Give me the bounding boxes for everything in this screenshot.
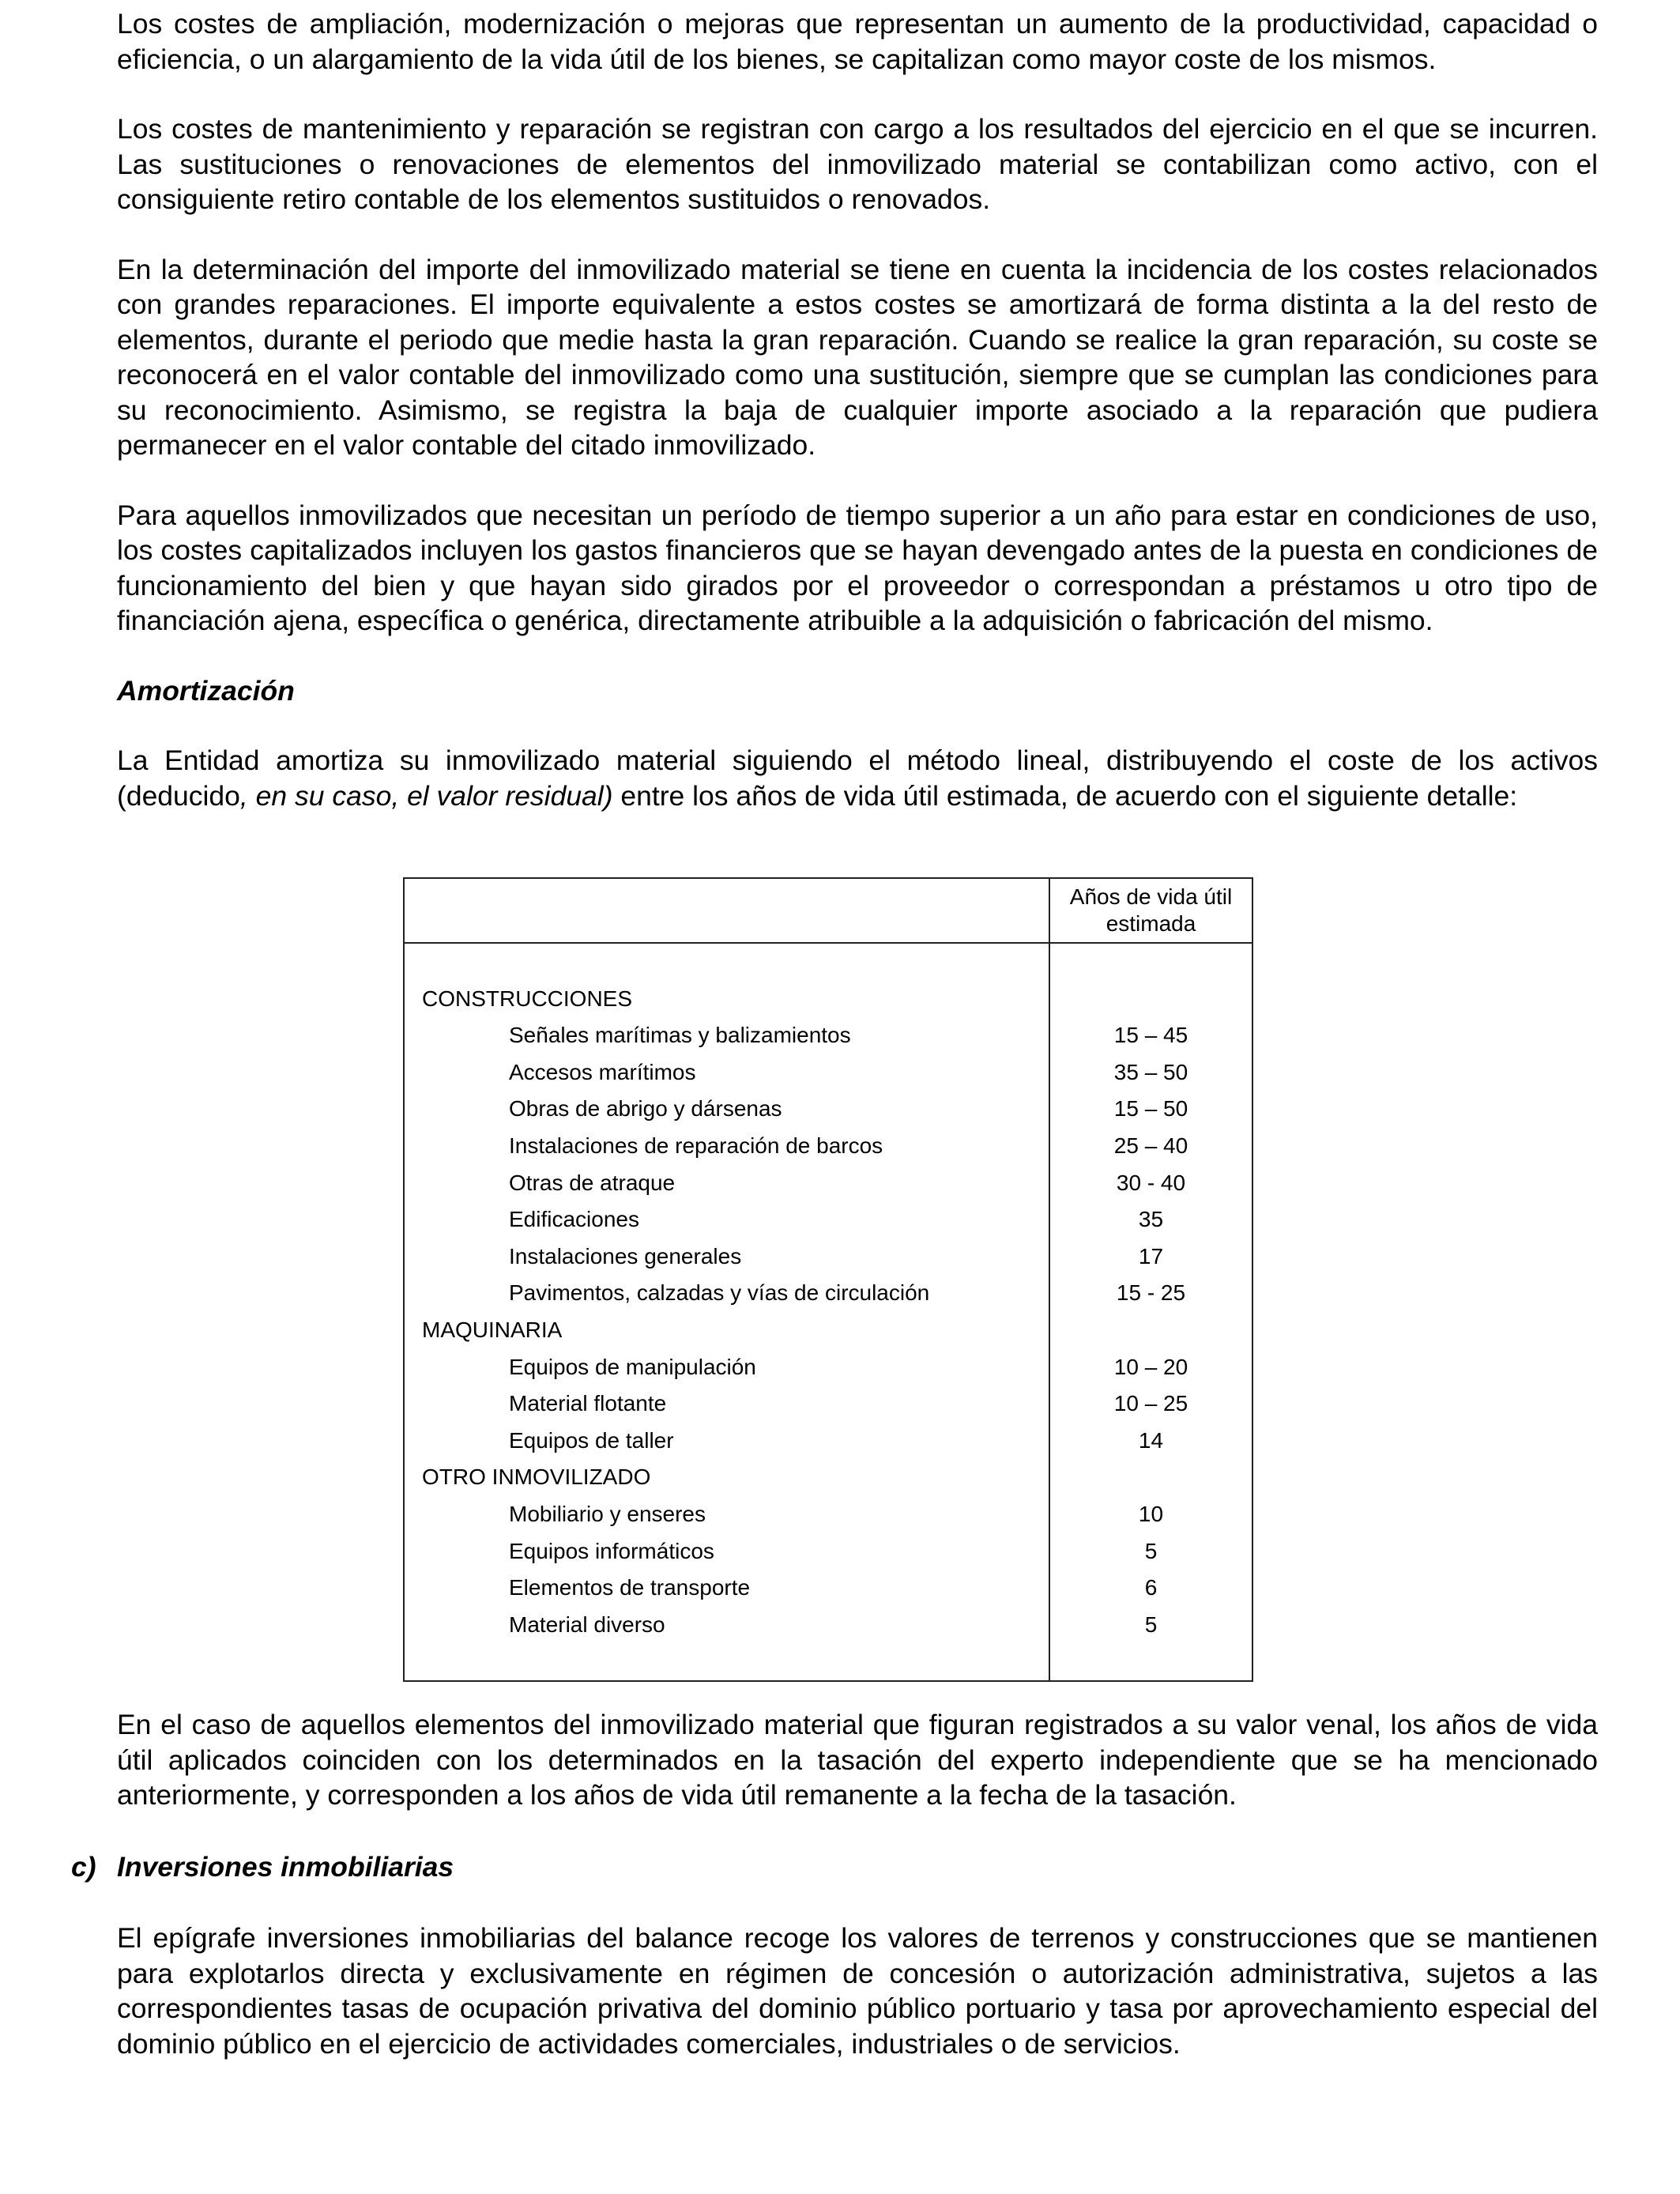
table-row bbox=[404, 1496, 1252, 1533]
paragraph-gastos-financieros: Para aquellos inmovilizados que necesitan un período de tiempo superior a un año para estar en condiciones de uso, los costes capitalizados incluyen los gastos financieros que se hayan devengado antes de la puesta en condiciones de funcionamiento del bien y que hayan sido girados por el proveedor o correspondan a préstamos u otro tipo de financiación ajena, específica o genérica, directamente atribuible a la adquisición o fabricación del mismo. bbox=[117, 499, 1598, 636]
category-construcciones: CONSTRUCCIONES bbox=[404, 981, 1049, 1018]
section-marker: c) bbox=[71, 1850, 96, 1883]
row-label: Edificaciones bbox=[404, 1201, 1049, 1238]
paragraph-valor-venal: En el caso de aquellos elementos del inmovilizado material que figuran registrados a su valor venal, los años de vida útil aplicados coinciden con los determinados en la tasación del experto independiente que se ha mencionado anteriormente, y corresponden a los años de vida útil remanente a la fecha de la tasación. bbox=[117, 1709, 1598, 1811]
row-label: Mobiliario y enseres bbox=[404, 1496, 1049, 1533]
paragraph-mantenimiento: Los costes de mantenimiento y reparación se registran con cargo a los resultados del ejercicio en el que se incurren. Las sustituciones o renovaciones de elementos del inmovilizado material se contabilizan como activo, con el consiguiente retiro contable de los elementos sustituidos o renovados. bbox=[117, 113, 1598, 215]
row-value: 10 – 25 bbox=[1113, 1391, 1188, 1416]
table-category-row bbox=[404, 1459, 1252, 1496]
table-row bbox=[404, 1091, 1252, 1128]
paragraph-grandes-reparaciones: En la determinación del importe del inmovilizado material se tiene en cuenta la incidencia de los costes relacionados con grandes reparaciones. El importe equivalente a estos costes se amortizará de forma distinta a la del resto de elementos, durante el periodo que medie hasta la gran reparación. Cuando se realice la gran reparación, su coste se reconocerá en el valor contable del inmovilizado como una sustitución, siempre que se cumplan las condiciones para su reconocimiento. Asimismo, se registra la baja de cualquier importe asociado a la reparación que pudiera permanecer en el valor contable del citado inmovilizado. bbox=[117, 253, 1598, 461]
section-title: Inversiones inmobiliarias bbox=[117, 1850, 454, 1883]
category-maquinaria: MAQUINARIA bbox=[404, 1312, 1049, 1349]
paragraph-inversiones: El epígrafe inversiones inmobiliarias del balance recoge los valores de terrenos y construcciones que se mantienen para explotarlos directa y exclusivamente en régimen de concesión o autorización administrativa, sujetos a las correspondientes tasas de ocupación privativa del dominio público portuario y tasa por aprovechamiento especial del dominio público en el ejercicio de actividades comerciales, industriales o de servicios. bbox=[117, 1922, 1598, 2060]
row-value: 15 – 50 bbox=[1113, 1096, 1188, 1122]
table-header-empty bbox=[404, 878, 1049, 943]
row-value: 15 – 45 bbox=[1113, 1023, 1188, 1048]
intro-text-b: entre los años de vida útil estimada, de acuerdo con el siguiente detalle: bbox=[612, 779, 1518, 812]
table-row bbox=[404, 1275, 1252, 1312]
paragraph-amortizacion-intro bbox=[117, 743, 1598, 813]
row-value: 5 bbox=[1144, 1612, 1158, 1637]
useful-life-table-wrapper bbox=[403, 877, 1253, 1682]
table-row bbox=[404, 1165, 1252, 1202]
useful-life-table bbox=[403, 877, 1253, 1682]
row-value: 5 bbox=[1144, 1538, 1158, 1563]
table-header-row bbox=[404, 878, 1252, 943]
row-value: 15 - 25 bbox=[1116, 1280, 1186, 1306]
row-label: Equipos informáticos bbox=[404, 1533, 1049, 1570]
heading-inversiones-inmobiliarias bbox=[71, 1849, 1598, 1885]
row-value: 35 – 50 bbox=[1113, 1059, 1188, 1084]
row-label: Elementos de transporte bbox=[404, 1570, 1049, 1607]
row-label: Obras de abrigo y dársenas bbox=[404, 1091, 1049, 1128]
row-value: 14 bbox=[1138, 1427, 1164, 1453]
table-row bbox=[404, 1201, 1252, 1238]
table-header-line2: estimada bbox=[1106, 911, 1196, 936]
row-label: Material flotante bbox=[404, 1385, 1049, 1423]
row-label: Instalaciones de reparación de barcos bbox=[404, 1128, 1049, 1165]
row-label: Instalaciones generales bbox=[404, 1238, 1049, 1276]
table-row bbox=[404, 1349, 1252, 1386]
row-label: Otras de atraque bbox=[404, 1165, 1049, 1202]
row-label: Equipos de taller bbox=[404, 1423, 1049, 1460]
table-row bbox=[404, 1607, 1252, 1644]
row-label: Pavimentos, calzadas y vías de circulación bbox=[404, 1275, 1049, 1312]
intro-text-a: La Entidad amortiza su inmovilizado material siguiendo el método lineal, distribuyendo el coste de los activos (deducido bbox=[117, 745, 1598, 812]
table-row bbox=[404, 1385, 1252, 1423]
table-row bbox=[404, 1533, 1252, 1570]
table-header-line1: Años de vida útil bbox=[1069, 884, 1233, 909]
row-value: 6 bbox=[1144, 1575, 1158, 1600]
intro-text-italic: , en su caso, el valor residual) bbox=[239, 779, 613, 812]
table-row bbox=[404, 1423, 1252, 1460]
table-row bbox=[404, 1128, 1252, 1165]
table-row bbox=[404, 1238, 1252, 1276]
row-value: 35 bbox=[1138, 1207, 1164, 1232]
category-otro-inmovilizado: OTRO INMOVILIZADO bbox=[404, 1459, 1049, 1496]
table-row bbox=[404, 1017, 1252, 1054]
row-value: 10 bbox=[1138, 1501, 1164, 1526]
table-category-row bbox=[404, 981, 1252, 1018]
paragraph-mejoras: Los costes de ampliación, modernización o mejoras que representan un aumento de la productividad, capacidad o eficiencia, o un alargamiento de la vida útil de los bienes, se capitalizan como mayor coste de los mismos. bbox=[117, 8, 1598, 75]
table-header-years bbox=[1049, 878, 1252, 943]
row-label: Material diverso bbox=[404, 1607, 1049, 1644]
document-page-lower bbox=[71, 1707, 1598, 2061]
row-value: 17 bbox=[1138, 1243, 1164, 1269]
heading-amortizacion: Amortización bbox=[117, 674, 295, 707]
row-value: 10 – 20 bbox=[1113, 1354, 1188, 1379]
table-row bbox=[404, 1054, 1252, 1091]
row-label: Señales marítimas y balizamientos bbox=[404, 1017, 1049, 1054]
document-page bbox=[117, 6, 1598, 813]
row-label: Equipos de manipulación bbox=[404, 1349, 1049, 1386]
table-row bbox=[404, 1570, 1252, 1607]
row-value: 30 - 40 bbox=[1116, 1170, 1186, 1195]
row-label: Accesos marítimos bbox=[404, 1054, 1049, 1091]
row-value: 25 – 40 bbox=[1113, 1133, 1188, 1158]
table-category-row bbox=[404, 1312, 1252, 1349]
